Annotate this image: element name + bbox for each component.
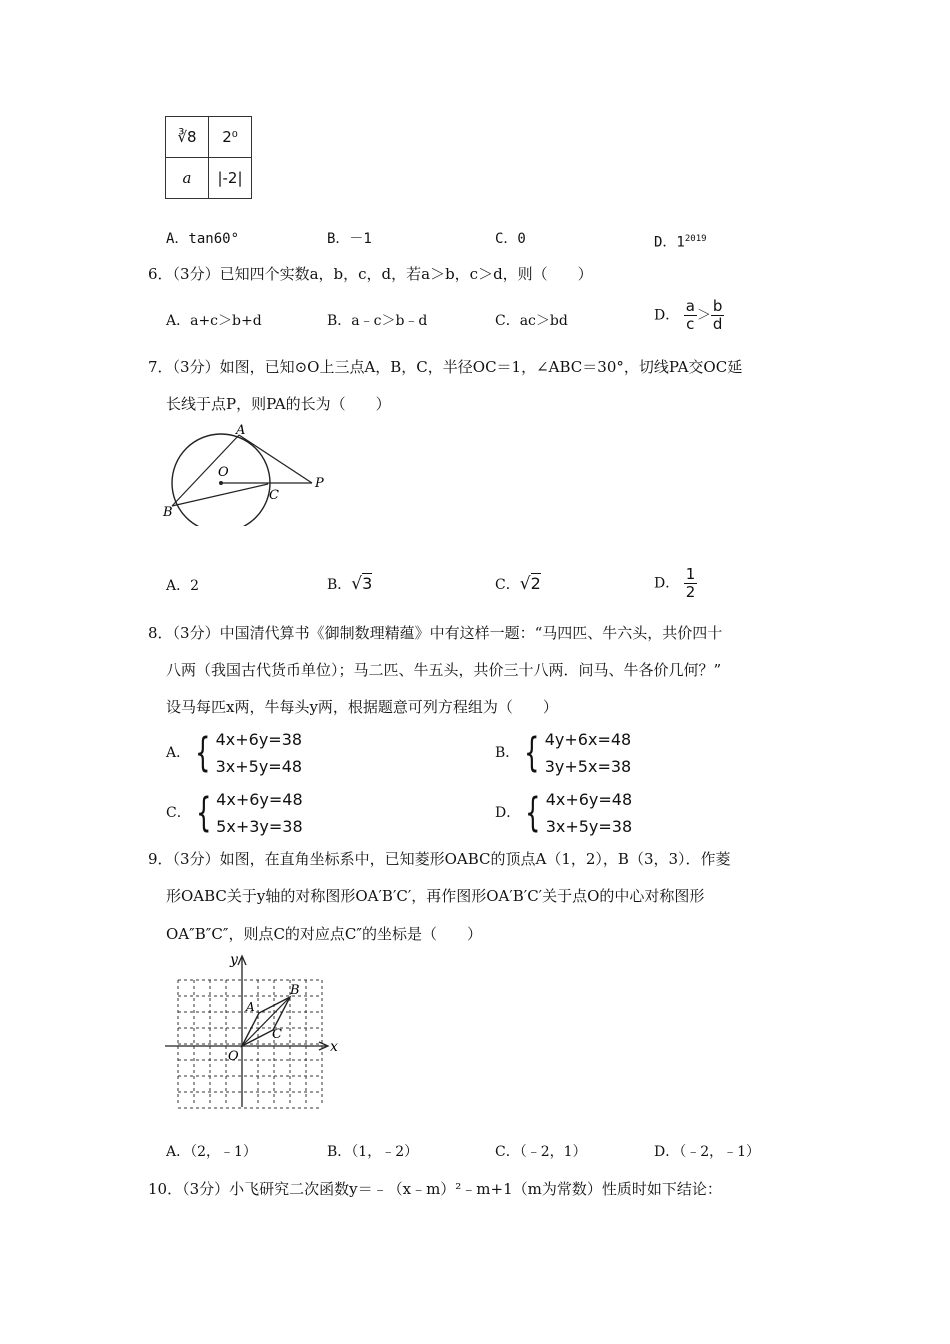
q7-stem-line2: 长线于点P，则PA的长为（ ）: [166, 395, 391, 413]
q8-option-d-label: D．: [495, 805, 521, 821]
q6-option-b: B．a﹣c＞b﹣d: [327, 313, 428, 329]
q5-option-d-base: D．1: [654, 234, 685, 251]
q7-chord-ba: [172, 435, 239, 506]
q6-frac1-den: c: [686, 315, 695, 333]
q9-stem-line3: OA″B″C″，则点C的对应点C″的坐标是（ ）: [166, 925, 482, 943]
q6-option-d-label: D．: [654, 307, 680, 324]
q9-label-o: O: [228, 1049, 239, 1064]
q8-option-c-eq1: 4x+6y=48: [216, 790, 303, 809]
q7-label-c: C: [269, 488, 279, 503]
q9-option-b: B．（1，﹣2）: [327, 1144, 419, 1160]
q9-option-d: D．（﹣2，﹣1）: [654, 1144, 761, 1160]
q7-frac-den: 2: [685, 583, 696, 601]
q8-option-c-eq2: 5x+3y=38: [216, 817, 303, 836]
q5-cell-2pow0: 2⁰: [209, 117, 252, 158]
q8-option-a-system: [216, 726, 302, 780]
q8-option-b: [495, 726, 631, 780]
brace-icon: {: [524, 730, 540, 776]
q7-label-b: B: [163, 505, 173, 520]
q7-label-a: A: [236, 423, 246, 438]
q8-option-b-eq2: 3y+5x=38: [544, 757, 632, 776]
q7-option-b-radicand: 3: [362, 574, 373, 593]
q7-fraction-half: [684, 566, 698, 601]
q7-option-c-label: C．: [495, 577, 520, 593]
brace-icon: {: [195, 730, 211, 776]
q7-option-d-label: D．: [654, 575, 680, 592]
q8-option-c-label: C．: [166, 805, 191, 821]
q5-option-c: C．0: [495, 231, 526, 247]
q8-option-b-label: B．: [495, 745, 520, 761]
q8-option-d-eq2: 3x+5y=38: [545, 817, 633, 836]
q7-center-dot: [219, 481, 223, 485]
q9-stem-line2: 形OABC关于y轴的对称图形OA′B′C′，再作图形OA′B′C′关于点O的中心对称图形: [166, 887, 705, 905]
q8-stem-line3: 设马每匹x两，牛每头y两，根据题意可列方程组为（ ）: [166, 698, 558, 716]
q9-stem-line1: 9．（3分）如图，在直角坐标系中，已知菱形OABC的顶点A（1，2），B（3，3）．作菱: [148, 850, 731, 868]
q8-option-d: [495, 786, 632, 840]
q9-label-a: A: [246, 1000, 255, 1014]
q5-option-a: A．tan60°: [166, 231, 240, 247]
q9-label-x: x: [330, 1039, 338, 1055]
q7-option-b-label: B．: [327, 577, 352, 593]
q8-stem-line1: 8．（3分）中国清代算书《御制数理精蕴》中有这样一题：“马四匹、牛六头，共价四十: [148, 624, 723, 642]
q7-tangent-pa: [239, 435, 312, 483]
q7-option-b: [327, 574, 372, 595]
q8-option-a-label: A．: [166, 745, 191, 761]
q8-option-c-system: [216, 786, 302, 840]
q6-frac2-den: d: [712, 315, 723, 333]
q6-frac2-num: b: [712, 297, 723, 315]
q6-fraction-a-over-c: [684, 298, 697, 333]
q8-option-a: [166, 726, 302, 780]
q5-option-d-exponent: 2019: [684, 234, 707, 244]
q8-option-a-eq2: 3x+5y=48: [215, 757, 303, 776]
q8-option-b-eq1: 4y+6x=48: [544, 730, 632, 749]
q9-option-c: C．（﹣2，1）: [495, 1144, 587, 1160]
q8-option-d-eq1: 4x+6y=48: [545, 790, 633, 809]
q7-option-a: A．2: [166, 578, 200, 594]
q7-option-c-radicand: 2: [530, 574, 541, 593]
q9-label-y: y: [230, 952, 238, 968]
q8-option-a-eq1: 4x+6y=38: [215, 730, 303, 749]
q5-option-d: [654, 229, 707, 253]
sqrt-icon: √: [351, 574, 363, 594]
q9-label-c: C: [272, 1027, 282, 1042]
q8-stem-line2: 八两（我国古代货币单位）；马二匹、牛五头，共价三十八两．问马、牛各价几何？”: [166, 661, 722, 679]
q8-option-b-system: [545, 726, 631, 780]
q6-option-a: A．a+c＞b+d: [166, 313, 262, 329]
q7-option-c: [495, 574, 541, 595]
q6-option-c: C．ac＞bd: [495, 313, 568, 329]
q7-chord-bc: [172, 484, 268, 506]
q9-option-a: A．（2，﹣1）: [166, 1144, 257, 1160]
q5-cell-a: a: [166, 158, 209, 199]
q7-circle-figure: [155, 418, 345, 526]
q6-fraction-b-over-d: [711, 298, 725, 333]
q5-table: [165, 116, 252, 199]
q6-frac1-num: a: [685, 297, 695, 315]
q7-frac-num: 1: [685, 565, 696, 583]
q5-option-b: B．－1: [327, 231, 372, 247]
q6-relation: ＞: [696, 307, 711, 324]
q7-stem-line1: 7．（3分）如图，已知⊙O上三点A，B，C，半径OC＝1，∠ABC＝30°，切线PA交OC延: [148, 358, 743, 376]
q9-label-b: B: [290, 983, 300, 998]
q10-stem: 10．（3分）小飞研究二次函数y＝﹣（x﹣m）²﹣m+1（m为常数）性质时如下结论：: [148, 1180, 722, 1198]
brace-icon: {: [525, 790, 541, 836]
q6-option-d: [654, 298, 724, 333]
q8-option-d-system: [546, 786, 632, 840]
q7-label-p: P: [315, 476, 324, 491]
q9-coordinate-figure: [160, 950, 350, 1110]
brace-icon: {: [195, 790, 212, 836]
q5-cell-abs: |-2|: [209, 158, 252, 199]
q6-stem: 6．（3分）已知四个实数a，b，c，d，若a＞b，c＞d，则（ ）: [148, 265, 593, 283]
q7-option-d: [654, 566, 697, 601]
q7-label-o: O: [218, 465, 229, 480]
q7-circle: [172, 434, 270, 526]
q8-option-c: [166, 786, 303, 840]
q5-cell-cbrt8: ∛8: [166, 117, 209, 158]
sqrt-icon: √: [519, 574, 531, 594]
